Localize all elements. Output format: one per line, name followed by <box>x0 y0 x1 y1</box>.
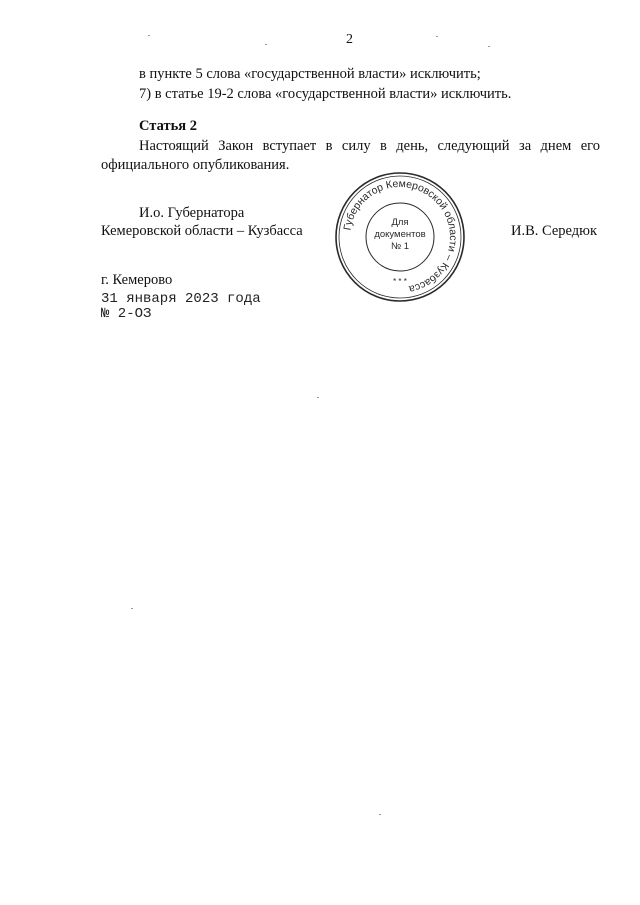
list-item: в пункте 5 слова «государственной власти» исключить; <box>139 66 481 82</box>
signatory-title: И.о. Губернатора <box>139 205 245 221</box>
scan-speck <box>131 608 133 609</box>
article-heading: Статья 2 <box>139 118 197 134</box>
scan-speck <box>265 44 267 45</box>
seal-center-line-3: № 1 <box>390 241 410 252</box>
signatory-name: И.В. Середюк <box>511 223 598 239</box>
seal-ring-text: Губернатор Кемеровской области – Кузбасса <box>341 177 460 296</box>
document-number: № 2-ОЗ <box>101 306 152 322</box>
scan-speck <box>488 46 490 47</box>
list-item: 7) в статье 19-2 слова «государственной власти» исключить. <box>139 86 512 102</box>
seal-center-line-1: Для <box>391 217 409 228</box>
official-seal <box>333 170 467 304</box>
scan-speck <box>379 814 381 815</box>
document-date: 31 января 2023 года <box>101 291 261 307</box>
seal-center-line-2: документов <box>374 229 426 240</box>
article-text-line-2: официального опубликования. <box>101 157 290 173</box>
city: г. Кемерово <box>101 272 173 288</box>
article-text-line-1: Настоящий Закон вступает в силу в день, следующий за днем его <box>139 138 600 154</box>
seal-stars: * * * <box>393 277 407 286</box>
page-number: 2 <box>346 32 353 47</box>
scan-speck <box>436 36 438 37</box>
scan-speck <box>317 397 319 398</box>
scan-speck <box>148 35 150 36</box>
signatory-region: Кемеровской области – Кузбасса <box>101 223 303 239</box>
